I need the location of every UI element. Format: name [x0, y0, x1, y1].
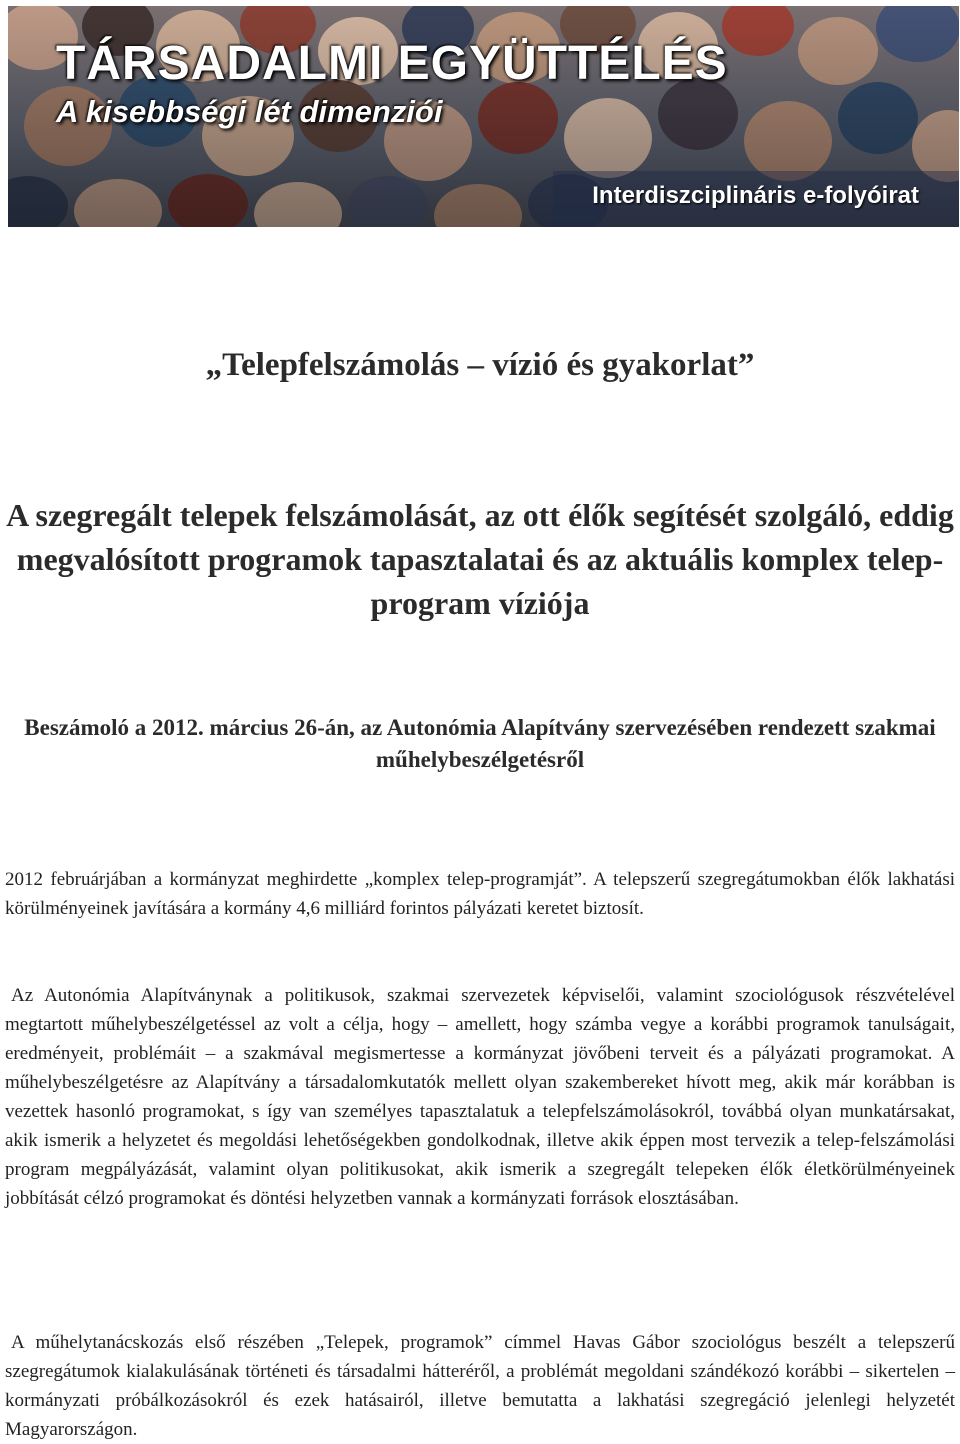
journal-subtitle: A kisebbségi lét dimenziói — [56, 94, 443, 129]
document-title: „Telepfelszámolás – vízió és gyakorlat” — [205, 347, 755, 383]
journal-tagline: Interdiszciplináris e-folyóirat — [592, 182, 919, 209]
journal-banner — [8, 6, 959, 227]
body-paragraph: A műhelytanácskozás első részében „Telepek, programok” címmel Havas Gábor szociológus beszélt a telepszerű szegregátumok kialakulásának történeti és társadalmi hátteréről, a problémát megoldani szándékozó korábbi – sikertelen – kormányzati próbálkozásokról és ezek hatásairól, illetve bemutatta a lakhatási szegregáció jelenlegi helyzetét Magyarországon. — [5, 1332, 955, 1440]
body-paragraph: Az Autonómia Alapítványnak a politikusok, szakmai szervezetek képviselői, valamint szociológusok részvételével megtartott műhelybeszélgetéssel az volt a célja, hogy – amellett, hogy számba vegye a korábbi programok tanulságait, eredményeit, problémáit – a szakmával megismertesse a kormányzat jövőbeni terveit és a pályázati programokat. A műhelybeszélgetésre az Alapítvány a társadalomkutatók mellett olyan szakembereket hívott meg, akik már korábban is vezettek hasonló programokat, s így van személyes tapasztalatuk a telepfelszámolásokról, továbbá olyan munkatársakat, akik ismerik a helyzetet és megoldási lehetőségekben gondolkodnak, illetve akik éppen most tervezik a telep-felszámolási program megpályázását, valamint olyan politikusokat, akik ismerik a szegregált telepeken élők életkörülményeinek jobbítását célzó programokat és döntési helyzetben vannak a kormányzati források elosztásában. — [5, 985, 955, 1209]
report-line: Beszámoló a 2012. március 26-án, az Autonómia Alapítvány szervezésében rendezett szakmai műhelybeszélgetésről — [24, 715, 936, 772]
journal-title: TÁRSADALMI EGYÜTTÉLÉS — [56, 37, 728, 90]
body-paragraph: 2012 februárjában a kormányzat meghirdette „komplex telep-programját”. A telepszerű szegregátumokban élők lakhatási körülményeinek javítására a kormány 4,6 milliárd forintos pályázati keretet biztosít. — [5, 869, 955, 919]
document-subtitle: A szegregált telepek felszámolását, az ott élők segítését szolgáló, eddig megvalósított programok tapasztalatai és az aktuális komplex telep-program víziója — [6, 497, 954, 621]
